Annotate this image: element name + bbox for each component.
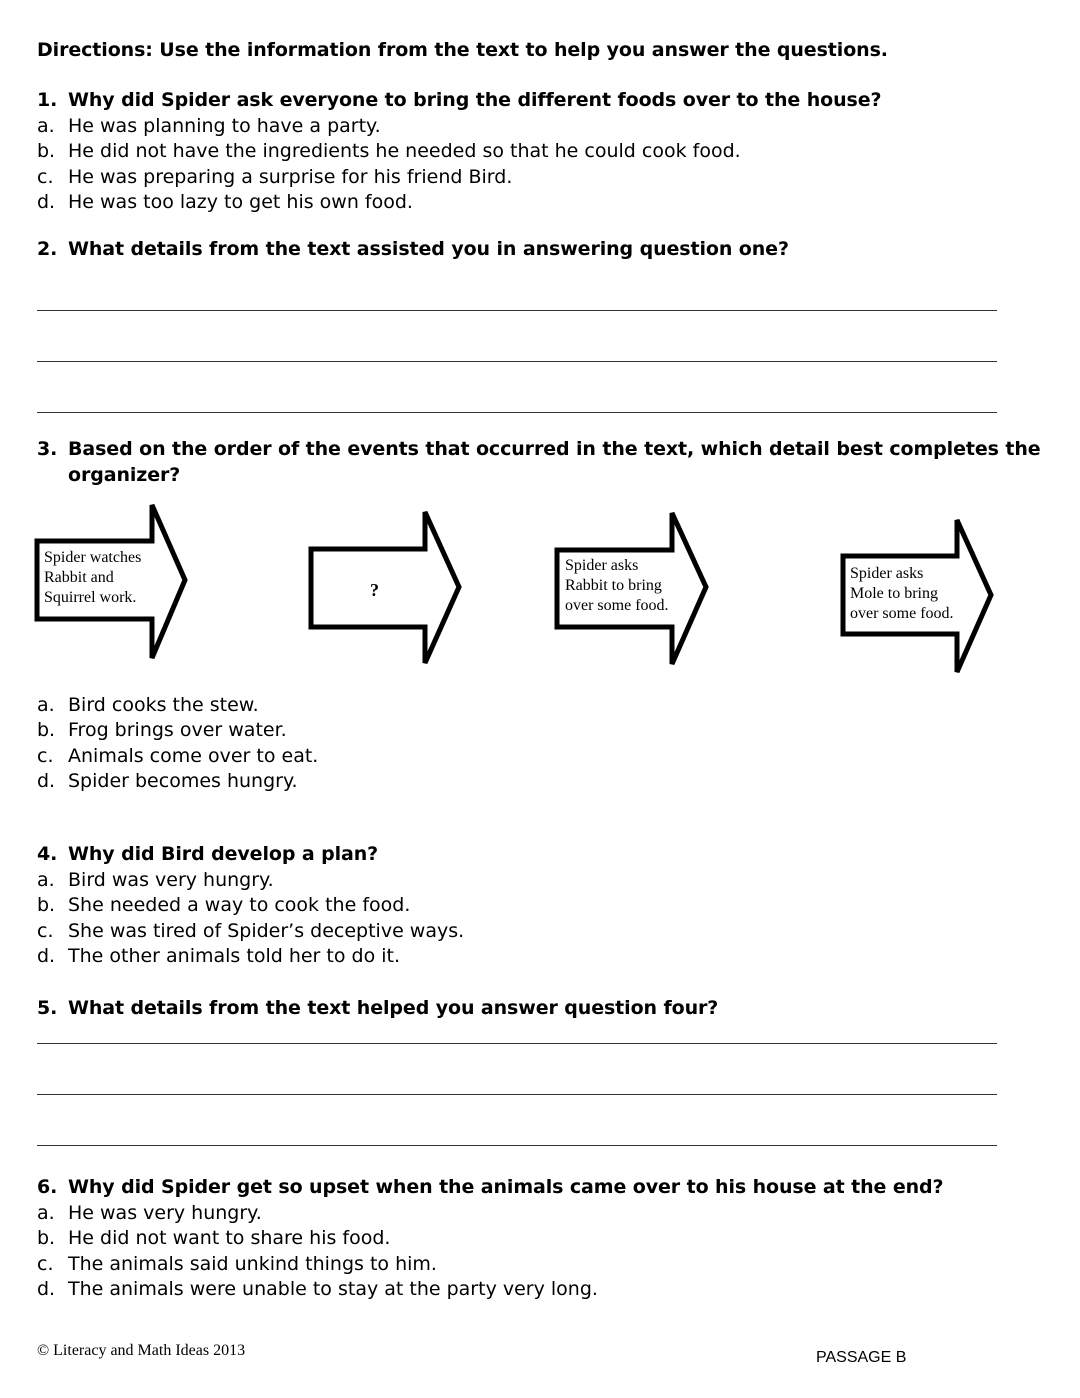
option-text: Frog brings over water. [68,719,287,741]
option-letter: c. [37,745,54,767]
option-text: Bird cooks the stew. [68,694,259,716]
q4-option-c[interactable] [37,920,464,942]
option-text: He was planning to have a party. [68,115,381,137]
question-number: 4. [37,843,58,865]
option-letter: c. [37,1253,54,1275]
option-text: He did not have the ingredients he needed so that he could cook food. [68,140,741,162]
option-letter: c. [37,166,54,188]
option-letter: b. [37,140,56,162]
organizer-text: over some food. [565,597,669,614]
q6-option-a[interactable] [37,1202,262,1224]
organizer-text: Rabbit to bring [565,577,662,594]
option-text: The animals said unkind things to him. [68,1253,437,1275]
directions: Directions: Use the information from the text to help you answer the questions. [37,39,888,61]
option-letter: d. [37,945,56,967]
organizer-text: Mole to bring [850,585,938,602]
organizer-box-2-missing [370,580,379,600]
organizer-box-4 [850,564,954,624]
q4-option-d[interactable] [37,945,400,967]
option-letter: b. [37,894,56,916]
option-letter: a. [37,694,55,716]
option-text: He was too lazy to get his own food. [68,191,413,213]
organizer-text: Spider watches [44,549,142,566]
question-6 [37,1176,943,1198]
q5-answer-line-3[interactable] [37,1145,997,1146]
copyright-footer: © Literacy and Math Ideas 2013 [37,1342,246,1359]
option-letter: b. [37,719,56,741]
organizer-box-1 [44,548,141,608]
option-text: The animals were unable to stay at the party very long. [68,1278,598,1300]
q3-option-b[interactable] [37,719,287,741]
option-letter: a. [37,1202,55,1224]
question-text: What details from the text helped you answer question four? [68,997,719,1019]
option-text: She was tired of Spider’s deceptive ways. [68,920,465,942]
option-letter: b. [37,1227,56,1249]
question-text: Based on the order of the events that occurred in the text, which detail best completes the [68,438,1041,460]
question-text: Why did Bird develop a plan? [68,843,379,865]
organizer-box-3 [565,556,669,616]
question-number: 6. [37,1176,58,1198]
option-letter: a. [37,115,55,137]
q6-option-c[interactable] [37,1253,437,1275]
question-4 [37,843,378,865]
option-text: He did not want to share his food. [68,1227,391,1249]
q6-option-d[interactable] [37,1278,598,1300]
q4-option-b[interactable] [37,894,410,916]
passage-label: PASSAGE B [816,1349,907,1366]
arrow-shape-2 [311,512,459,663]
organizer-text: Spider asks [850,565,924,582]
option-letter: d. [37,191,56,213]
option-text: Bird was very hungry. [68,869,274,891]
question-5 [37,997,718,1019]
question-number: 2. [37,238,58,260]
organizer-text: over some food. [850,605,954,622]
question-number: 3. [37,438,58,460]
question-text: Why did Spider ask everyone to bring the different foods over to the house? [68,89,882,111]
option-letter: c. [37,920,54,942]
organizer-question-mark: ? [370,580,379,600]
question-number: 5. [37,997,58,1019]
organizer-text: Squirrel work. [44,589,137,606]
option-text: He was preparing a surprise for his friend Bird. [68,166,513,188]
option-text: The other animals told her to do it. [68,945,401,967]
question-text: What details from the text assisted you in answering question one? [68,238,789,260]
option-text: He was very hungry. [68,1202,262,1224]
q3-option-d[interactable] [37,770,298,792]
q4-option-a[interactable] [37,869,274,891]
option-text: Animals come over to eat. [68,745,319,767]
q5-answer-line-1[interactable] [37,1043,997,1044]
option-letter: d. [37,1278,56,1300]
option-letter: d. [37,770,56,792]
question-text: Why did Spider get so upset when the animals came over to his house at the end? [68,1176,944,1198]
option-text: She needed a way to cook the food. [68,894,411,916]
organizer-text: Rabbit and [44,569,114,586]
option-text: Spider becomes hungry. [68,770,298,792]
question-3-continued: organizer? [68,464,181,486]
q3-option-a[interactable] [37,694,259,716]
option-letter: a. [37,869,55,891]
q3-option-c[interactable] [37,745,318,767]
question-number: 1. [37,89,58,111]
organizer-text: Spider asks [565,557,639,574]
q5-answer-line-2[interactable] [37,1094,997,1095]
q6-option-b[interactable] [37,1227,390,1249]
